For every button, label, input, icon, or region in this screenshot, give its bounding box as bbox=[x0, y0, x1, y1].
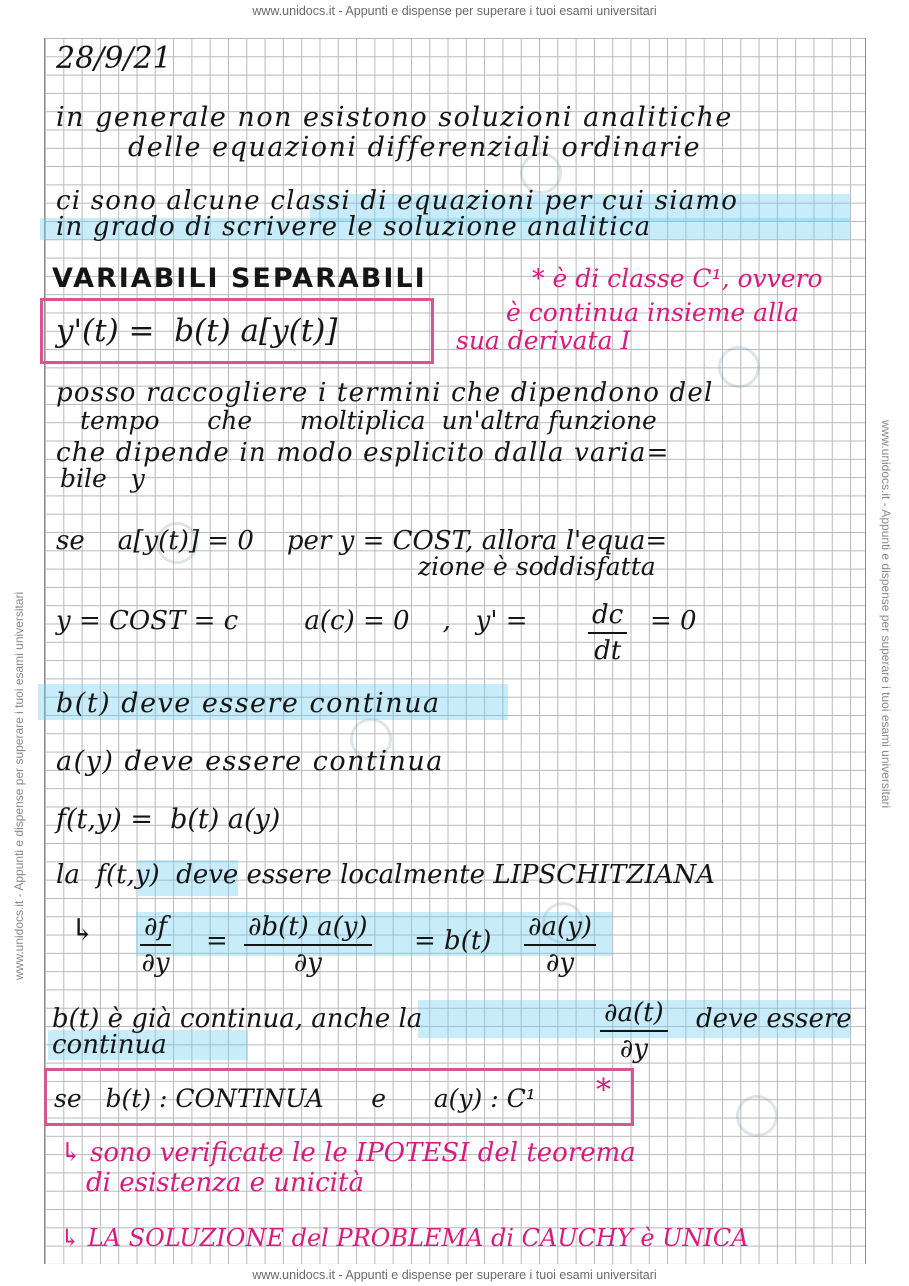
note-line: continua bbox=[52, 1030, 167, 1060]
note-line: a(y) deve essere continua bbox=[56, 746, 444, 777]
fraction-numerator: ∂f bbox=[140, 912, 171, 946]
date: 28/9/21 bbox=[56, 41, 172, 76]
note-line: che dipende in modo esplicito dalla varia= bbox=[56, 438, 670, 468]
note-line: tempo che moltiplica un'altra funzione bbox=[80, 406, 657, 435]
note-line: delle equazioni differenziali ordinarie bbox=[128, 132, 702, 163]
condition-star: * bbox=[596, 1073, 611, 1108]
fraction-denominator: ∂y bbox=[545, 948, 575, 978]
fraction-da-dy-2 bbox=[600, 998, 668, 1064]
note-line: = 0 bbox=[650, 606, 697, 636]
note-line: la f(t,y) deve essere localmente LIPSCHITZIANA bbox=[56, 860, 715, 890]
note-line: b(t) deve essere continua bbox=[56, 688, 441, 719]
fraction-numerator: dc bbox=[588, 600, 627, 634]
note-line: = bbox=[206, 926, 228, 956]
fraction-denominator: ∂y bbox=[619, 1034, 648, 1064]
watermark-bottom: www.unidocs.it - Appunti e dispense per superare i tuoi esami universitari bbox=[252, 1268, 657, 1282]
fraction-denominator: dt bbox=[594, 636, 622, 666]
note-line: = b(t) bbox=[414, 926, 492, 956]
note-line: zione è soddisfatta bbox=[418, 552, 656, 581]
note-line: bile y bbox=[60, 464, 145, 493]
note-line: se a[y(t)] = 0 per y = COST, allora l'equa= bbox=[56, 526, 668, 556]
note-line: deve essere bbox=[696, 1004, 852, 1034]
note-line: di esistenza e unicità bbox=[86, 1168, 364, 1198]
note-line: ↳ LA SOLUZIONE del PROBLEMA di CAUCHY è UNICA bbox=[60, 1224, 749, 1252]
section-heading: VARIABILI SEPARABILI bbox=[52, 263, 427, 294]
side-note: sua derivata I bbox=[456, 326, 631, 355]
note-line: b(t) è già continua, anche la bbox=[52, 1004, 423, 1034]
fraction-numerator: ∂a(y) bbox=[524, 912, 596, 946]
watermark-left: www.unidocs.it - Appunti e dispense per superare i tuoi esami universitari bbox=[12, 591, 26, 980]
fraction-dc-dt bbox=[588, 600, 627, 666]
note-line: in generale non esistono soluzioni analitiche bbox=[56, 102, 733, 133]
fraction-numerator: ∂a(t) bbox=[600, 998, 668, 1032]
fraction-da-dy bbox=[524, 912, 596, 978]
side-note: * è di classe C¹, ovvero bbox=[532, 264, 823, 293]
fraction-denominator: ∂y bbox=[293, 948, 322, 978]
note-line: y = COST = c a(c) = 0 , y' = bbox=[56, 606, 528, 636]
fraction-dba-dy bbox=[244, 912, 372, 978]
fraction-denominator: ∂y bbox=[141, 948, 170, 978]
note-line: f(t,y) = b(t) a(y) bbox=[56, 804, 281, 835]
fraction-numerator: ∂b(t) a(y) bbox=[244, 912, 372, 946]
note-line: in grado di scrivere le soluzione analitica bbox=[56, 212, 652, 242]
fraction-df-dy bbox=[140, 912, 171, 978]
main-equation: y'(t) = b(t) a[y(t)] bbox=[56, 313, 338, 349]
note-line: ci sono alcune classi di equazioni per cui siamo bbox=[56, 186, 739, 216]
watermark-top: www.unidocs.it - Appunti e dispense per superare i tuoi esami universitari bbox=[252, 4, 657, 18]
watermark-right: www.unidocs.it - Appunti e dispense per superare i tuoi esami universitari bbox=[879, 420, 893, 809]
side-note: è continua insieme alla bbox=[506, 298, 799, 327]
arrow-icon: ↳ bbox=[70, 913, 96, 948]
condition-text: se b(t) : CONTINUA e a(y) : C¹ bbox=[54, 1084, 536, 1113]
note-line: posso raccogliere i termini che dipendono del bbox=[56, 378, 714, 408]
note-line: ↳ sono verificate le le IPOTESI del teorema bbox=[60, 1138, 636, 1168]
